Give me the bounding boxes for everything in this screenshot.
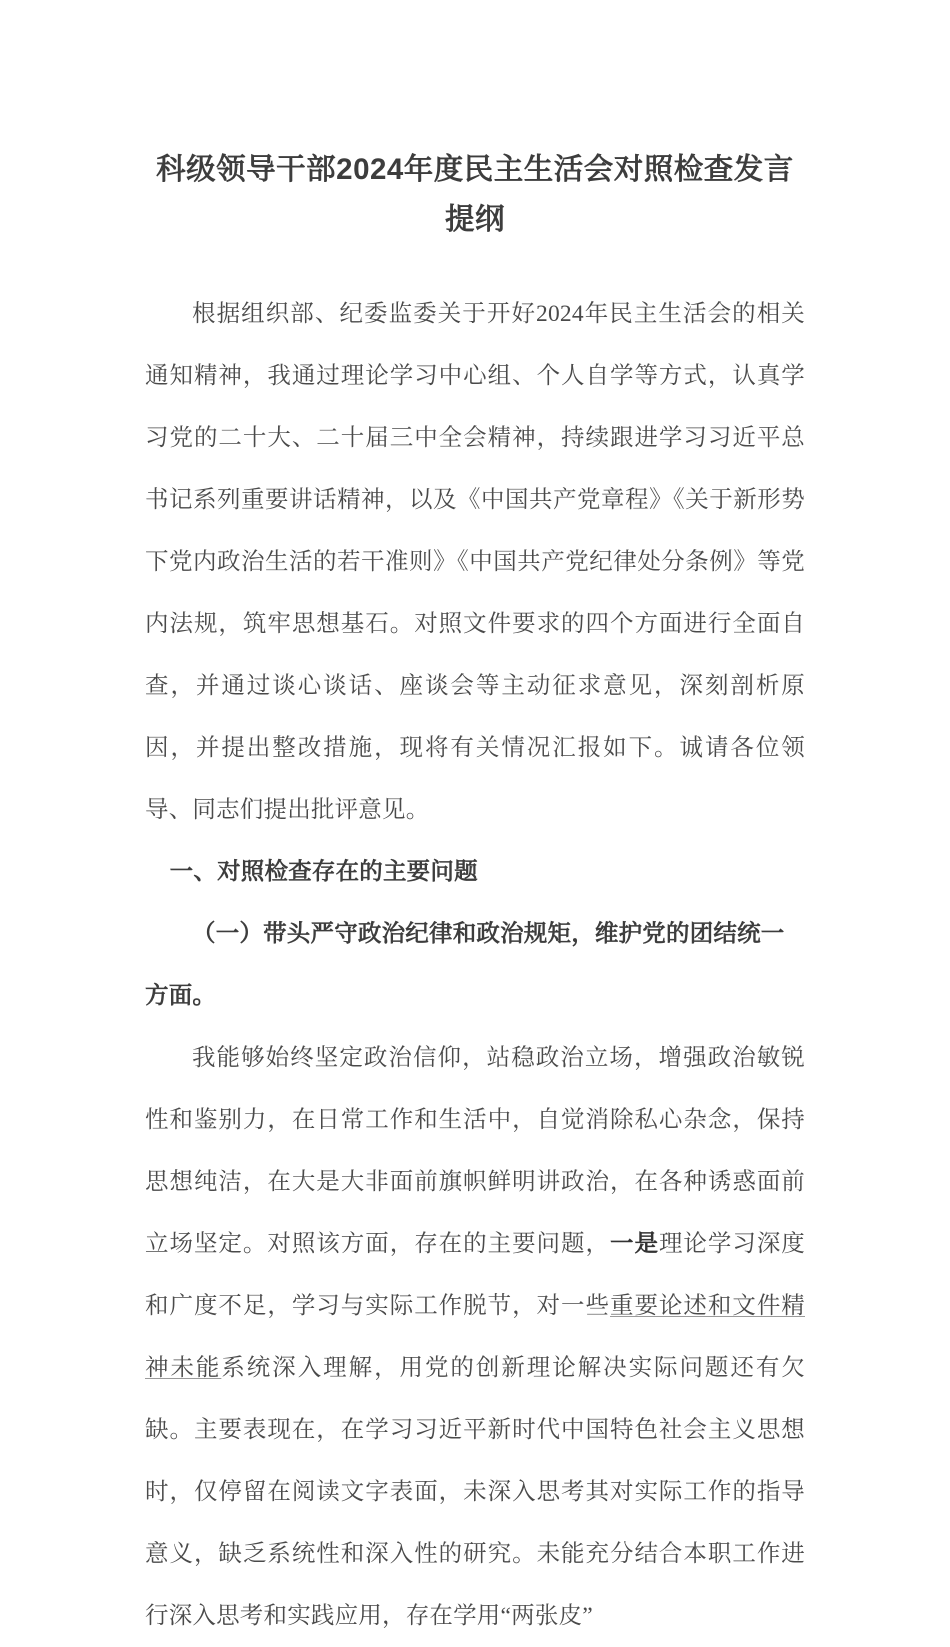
emphasis-bold-run: 一是 [609, 1231, 659, 1257]
page-title: 科级领导干部2024年度民主生活会对照检查发言提纲 [156, 153, 794, 236]
title-spacer [145, 245, 805, 283]
section-heading-1: 一、对照检查存在的主要问题 [169, 859, 478, 885]
body-paragraph-1-1: 我能够始终坚定政治信仰，站稳政治立场，增强政治敏锐性和鉴别力，在日常工作和生活中，自觉消除私心杂念，保持思想纯洁，在大是大非面前旗帜鲜明讲政治，在各种诱惑面前立场坚定。对照该方面，存在的主要问题，一是理论学习深度和广度不足，学习与实际工作脱节，对一些重要论述和文件精神未能系统深入理解，用党的创新理论解决实际问题还有欠缺。主要表现在，在学习习近平新时代中国特色社会主义思想时，仅停留在阅读文字表面，未深入思考其对实际工作的指导意义，缺乏系统性和深入性的研究。未能充分结合本职工作进行深入思考和实践应用，存在学用“两张皮” [145, 1045, 805, 1629]
subsection-heading-1-1: （一）带头严守政治纪律和政治规矩，维护党的团结统一方面。 [145, 921, 785, 1009]
emphasis-underline-run: 重要论述和文件精神未能 [145, 1293, 805, 1381]
intro-paragraph: 根据组织部、纪委监委关于开好2024年民主生活会的相关通知精神，我通过理论学习中心组、个人自学等方式，认真学习党的二十大、二十届三中全会精神，持续跟进学习习近平总书记系列重要讲话精神，以及《中国共产党章程》《关于新形势下党内政治生活的若干准则》《中国共产党纪律处分条例》等党内法规，筑牢思想基石。对照文件要求的四个方面进行全面自查，并通过谈心谈话、座谈会等主动征求意见，深刻剖析原因，并提出整改措施，现将有关情况汇报如下。诚请各位领导、同志们提出批评意见。 [145, 301, 805, 823]
